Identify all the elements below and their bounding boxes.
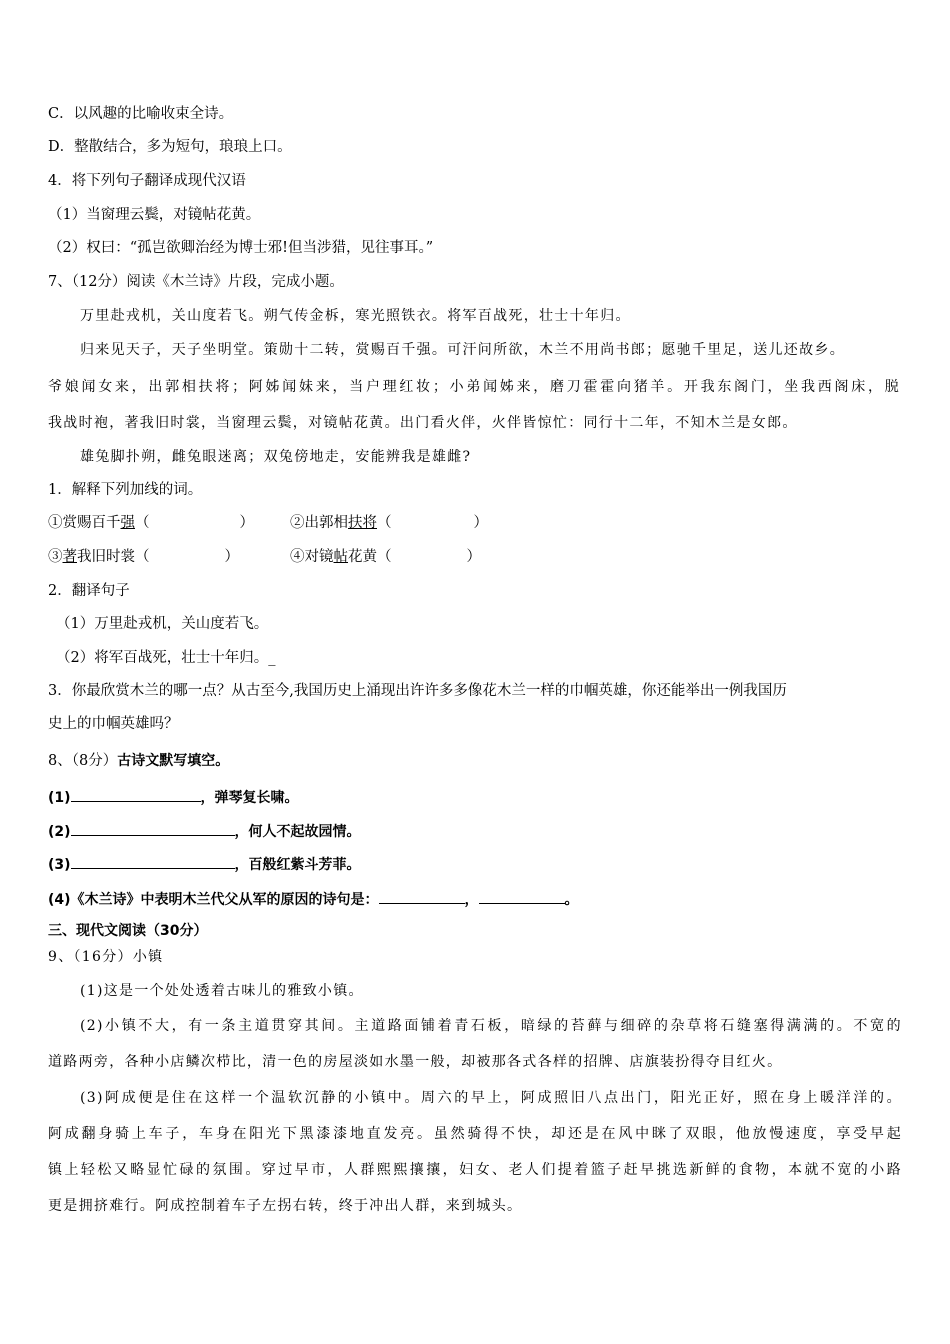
word-item-3 — [48, 547, 239, 567]
q8-line-4-end: 。 — [564, 892, 579, 908]
q8-blank-2[interactable] — [71, 819, 235, 836]
q9-paragraph-3-line-3: 镇上轻松又略显忙碌的氛围。穿过早市，人群熙熙攘攘，妇女、老人们提着篮子赶早挑选新鲜的食物，本就不宽的小路 — [48, 1162, 902, 1178]
word-item-2 — [290, 513, 488, 533]
q8-blank-4b[interactable] — [479, 887, 565, 904]
q9-paragraph-3-line-4: 更是拥挤难行。阿成控制着车子左拐右转，终于冲出人群，来到城头。 — [48, 1198, 523, 1214]
q8-line-1-num: (1) — [48, 790, 71, 806]
word-1-close: ） — [239, 515, 254, 531]
q8-line-2 — [48, 819, 361, 842]
q6-4-title: 4．将下列句子翻译成现代汉语 — [48, 173, 246, 189]
q8-line-1 — [48, 785, 299, 808]
word-1-prefix: ①赏赐百千 — [48, 515, 121, 531]
q8-blank-1[interactable] — [71, 785, 201, 802]
q6-4-sentence-2: （2）权曰：“孤岂欲卿治经为博士邪!但当涉猎，见往事耳。” — [48, 240, 434, 256]
q7-sub1-title: 1．解释下列加线的词。 — [48, 482, 203, 498]
q8-line-3 — [48, 852, 361, 875]
q9-paragraph-2-line-1: (2)小镇不大，有一条主道贯穿其间。主道路面铺着青石板，暗绿的苔藓与细碎的杂草将石缝塞得满满的。不宽的 — [80, 1018, 902, 1034]
word-3-prefix: ③ — [48, 549, 63, 565]
q8-title-bold: 古诗文默写填空。 — [117, 753, 230, 769]
word-3-suffix: 我旧时裳 — [77, 549, 135, 565]
poem-line-5: 雄兔脚扑朔，雌兔眼迷离；双兔傍地走，安能辨我是雄雌? — [80, 449, 472, 465]
q8-title — [48, 751, 229, 771]
q8-line-4-text: (4)《木兰诗》中表明木兰代父从军的原因的诗句是： — [48, 892, 379, 908]
q9-paragraph-1: (1)这是一个处处透着古味儿的雅致小镇。 — [80, 983, 364, 999]
poem-line-3: 爷娘闻女来，出郭相扶将；阿姊闻妹来，当户理红妆；小弟闻姊来，磨刀霍霍向猪羊。开我东阁门，坐我西阁床，脱 — [48, 379, 900, 395]
poem-line-1: 万里赴戎机，关山度若飞。朔气传金柝，寒光照铁衣。将军百战死，壮士十年归。 — [80, 308, 631, 324]
word-2-underlined: 扶将 — [348, 515, 377, 531]
word-4-underlined: 帖 — [333, 549, 348, 565]
q7-sub2-sentence-2: （2）将军百战死，壮士十年归。_ — [56, 650, 276, 666]
q8-line-2-text: ，何人不起故园情。 — [234, 824, 361, 840]
q7-sub3-line-2: 史上的巾帼英雄吗？ — [48, 716, 179, 732]
word-4-prefix: ④对镜 — [290, 549, 334, 565]
word-3-underlined: 著 — [62, 549, 77, 565]
section-3-title: 三、现代文阅读（30分） — [48, 923, 208, 939]
word-1-underlined: 强 — [120, 515, 135, 531]
option-d: D．整散结合，多为短句，琅琅上口。 — [48, 139, 292, 155]
poem-line-2: 归来见天子，天子坐明堂。策勋十二转，赏赐百千强。可汗问所欲，木兰不用尚书郎；愿驰千里足，送儿还故乡。 — [80, 342, 845, 358]
q8-blank-4a[interactable] — [379, 887, 465, 904]
q7-sub2-title: 2．翻译句子 — [48, 583, 130, 599]
word-2-close: ） — [473, 515, 488, 531]
word-2-open: （ — [377, 515, 392, 531]
q8-line-2-num: (2) — [48, 824, 71, 840]
q8-line-4-comma: ， — [464, 892, 479, 908]
q9-title: 9、（16分）小镇 — [48, 949, 164, 965]
q9-paragraph-2-line-2: 道路两旁，各种小店鳞次栉比，清一色的房屋淡如水墨一般，却被那各式各样的招牌、店旗装扮得夺目红火。 — [48, 1054, 783, 1070]
word-4-close: ） — [466, 549, 481, 565]
q8-title-prefix: 8、（8分） — [48, 753, 118, 769]
word-4-open: （ — [377, 549, 392, 565]
word-3-open: （ — [135, 549, 150, 565]
q7-sub2-sentence-1: （1）万里赴戎机，关山度若飞。 — [56, 616, 269, 632]
word-4-suffix: 花黄 — [348, 549, 377, 565]
q8-line-1-text: ，弹琴复长啸。 — [200, 790, 299, 806]
q8-line-3-text: ，百般红紫斗芳菲。 — [234, 857, 361, 873]
q8-line-4 — [48, 887, 579, 910]
q8-blank-3[interactable] — [71, 852, 235, 869]
q7-title: 7、（12分）阅读《木兰诗》片段，完成小题。 — [48, 274, 344, 290]
q9-paragraph-3-line-1: (3)阿成便是住在这样一个温软沉静的小镇中。周六的早上，阿成照旧八点出门，阳光正好，照在身上暖洋洋的。 — [80, 1090, 902, 1106]
q9-paragraph-3-line-2: 阿成翻身骑上车子，车身在阳光下黑漆漆地直发亮。虽然骑得不快，却还是在风中眯了双眼，他放慢速度，享受早起 — [48, 1126, 902, 1142]
word-2-prefix: ②出郭相 — [290, 515, 348, 531]
word-item-1 — [48, 513, 254, 533]
option-c: C．以风趣的比喻收束全诗。 — [48, 106, 234, 122]
word-1-open: （ — [135, 515, 150, 531]
q8-line-3-num: (3) — [48, 857, 71, 873]
q6-4-sentence-1: （1）当窗理云鬓，对镜帖花黄。 — [48, 207, 261, 223]
word-3-close: ） — [224, 549, 239, 565]
word-item-4 — [290, 547, 481, 567]
poem-line-4: 我战时袍，著我旧时裳，当窗理云鬓，对镜帖花黄。出门看火伴，火伴皆惊忙：同行十二年，不知木兰是女郎。 — [48, 415, 798, 431]
q7-sub3-line-1: 3．你最欣赏木兰的哪一点？从古至今,我国历史上涌现出许许多多像花木兰一样的巾帼英雄，你还能举出一例我国历 — [48, 683, 787, 699]
